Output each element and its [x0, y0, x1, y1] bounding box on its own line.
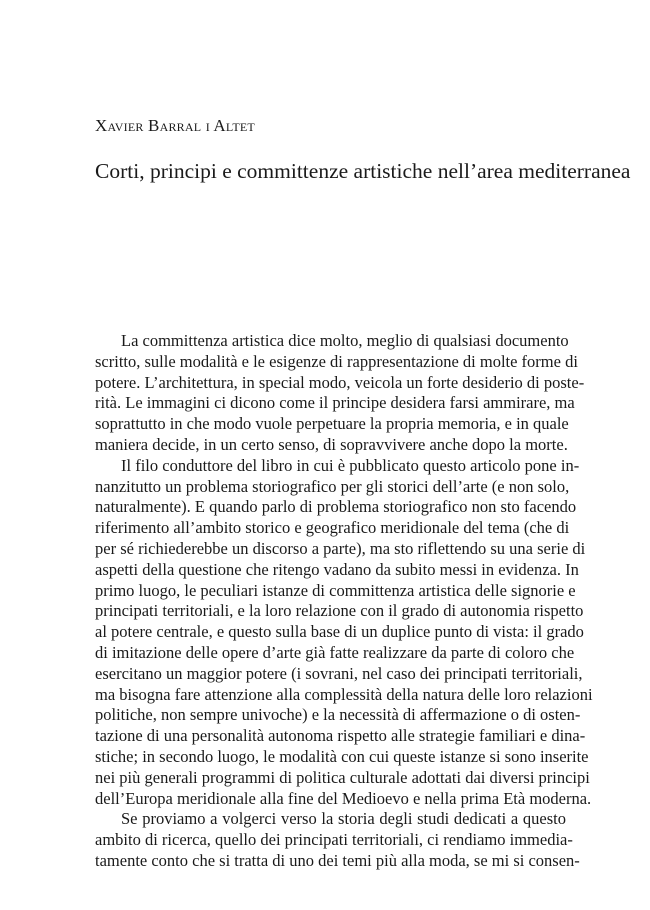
body-line: dell’Europa meridionale alla fine del Medioevo e nella prima Età moderna. [95, 788, 592, 808]
body-line: nanzitutto un problema storiografico per gli storici dell’arte (e non solo, [95, 476, 570, 496]
body-line: soprattutto in che modo vuole perpetuare la propria memoria, e in quale [95, 414, 569, 434]
body-line: Il filo conduttore del libro in cui è pubblicato questo articolo pone in- [121, 455, 580, 475]
body-line: di imitazione delle opere d’arte già fatte realizzare da parte di coloro che [95, 642, 575, 662]
body-line: politiche, non sempre univoche) e la necessità di affermazione o di osten- [95, 705, 581, 725]
body-line: scritto, sulle modalità e le esigenze di rappresentazione di molte forme di [95, 351, 578, 371]
body-line: Se proviamo a volgerci verso la storia degli studi dedicati a questo [121, 809, 566, 829]
body-line: tazione di una personalità autonoma rispetto alle strategie familiari e dina- [95, 726, 586, 746]
body-line: nei più generali programmi di politica culturale adottati dai diversi principi [95, 767, 590, 787]
body-line: al potere centrale, e questo sulla base di un duplice punto di vista: il grado [95, 622, 584, 642]
body-line: naturalmente). E quando parlo di problema storiografico non sto facendo [95, 497, 577, 517]
body-line: ma bisogna fare attenzione alla complessità della natura delle loro relazioni [95, 684, 593, 704]
body-line: rità. Le immagini ci dicono come il principe desidera farsi ammirare, ma [95, 393, 575, 413]
body-line: esercitano un maggior potere (i sovrani, nel caso dei principati territoriali, [95, 663, 583, 683]
body-line: tamente conto che si tratta di uno dei temi più alla moda, se mi si consen- [95, 850, 580, 870]
body-line: aspetti della questione che ritengo vadano da subito messi in evidenza. In [95, 559, 579, 579]
body-line: potere. L’architettura, in special modo, veicola un forte desiderio di poste- [95, 372, 585, 392]
body-line: ambito di ricerca, quello dei principati territoriali, ci rendiamo immedia- [95, 830, 573, 850]
body-line: La committenza artistica dice molto, meglio di qualsiasi documento [121, 331, 569, 350]
body-line: riferimento all’ambito storico e geografico meridionale del tema (che di [95, 518, 570, 538]
article-body [95, 331, 593, 872]
body-line: primo luogo, le peculiari istanze di committenza artistica delle signorie e [95, 580, 576, 600]
article-title: Corti, principi e committenze artistiche nell’area mediterranea [95, 159, 631, 183]
author-name: Xavier Barral i Altet [95, 116, 255, 135]
body-line: principati territoriali, e la loro relazione con il grado di autonomia rispetto [95, 601, 584, 621]
body-line: per sé richiederebbe un discorso a parte), ma sto riflettendo su una serie di [95, 538, 586, 558]
body-line: maniera decide, in un certo senso, di sopravvivere anche dopo la morte. [95, 434, 568, 454]
body-line: stiche; in secondo luogo, le modalità con cui queste istanze si sono inserite [95, 746, 589, 766]
